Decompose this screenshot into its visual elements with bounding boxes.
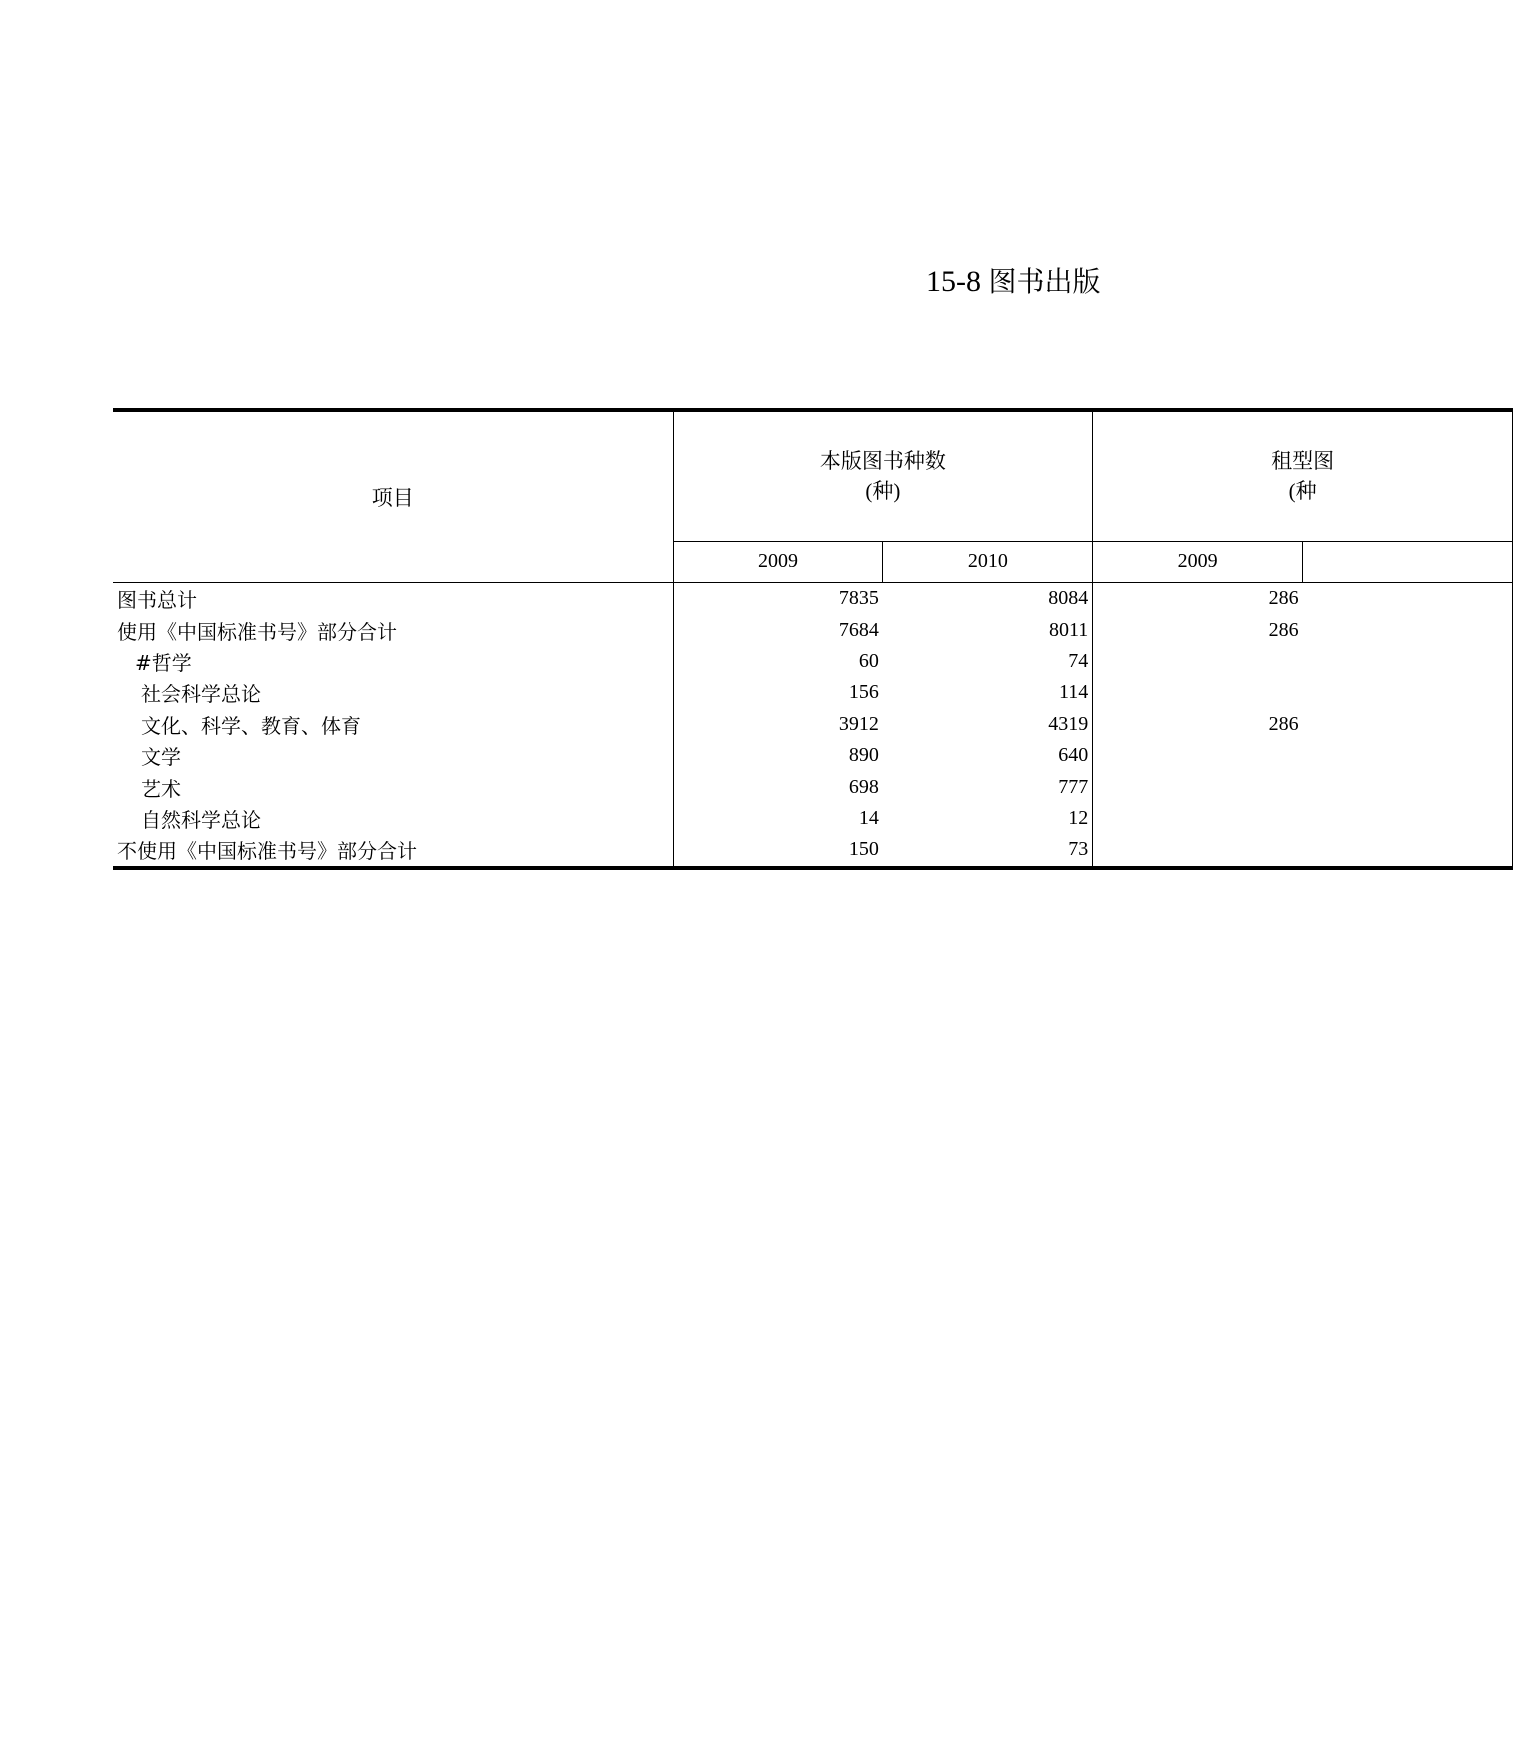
cell-value <box>1093 646 1303 677</box>
cell-value: 286 <box>1268 587 1299 610</box>
cell-value: 74 <box>883 646 1093 677</box>
header-row-groups <box>113 410 1513 541</box>
cell-value <box>1303 803 1513 834</box>
cell-value <box>1303 740 1513 771</box>
cell-value: 150 <box>673 834 883 867</box>
cell-value: 8084 <box>883 583 1093 615</box>
cell-value: 777 <box>883 771 1093 802</box>
year-header: 2009 <box>1093 541 1303 582</box>
cell-value: 8011 <box>883 614 1093 645</box>
row-label: 图书总计 <box>113 583 673 615</box>
year-header <box>1303 541 1513 582</box>
table-row <box>113 614 1513 645</box>
table-row <box>113 834 1513 867</box>
group-header-unit: (种 <box>1288 479 1317 504</box>
table-row <box>113 709 1513 740</box>
cell-value <box>1093 740 1303 771</box>
group-header-unit: (种) <box>865 479 901 504</box>
cell-value: 890 <box>848 744 879 767</box>
row-label: 艺术 <box>113 771 673 802</box>
table-row <box>113 583 1513 615</box>
row-label: 文学 <box>113 740 673 771</box>
table-row <box>113 740 1513 771</box>
table-title-text: 图书出版 <box>988 265 1101 298</box>
cell-value: 4319 <box>883 709 1093 740</box>
statistics-table <box>113 408 1513 870</box>
cell-value <box>1303 834 1513 867</box>
cell-value <box>1303 614 1513 645</box>
cell-value <box>1303 646 1513 677</box>
cell-value: 7835 <box>838 587 879 610</box>
cell-value <box>1303 709 1513 740</box>
cell-value: 640 <box>883 740 1093 771</box>
row-label: 自然科学总论 <box>113 803 673 834</box>
cell-value <box>1303 771 1513 802</box>
cell-value: 286 <box>1268 618 1299 641</box>
cell-value: 14 <box>858 806 879 829</box>
cell-value: 156 <box>848 681 879 704</box>
group-header-original-editions <box>673 410 1093 541</box>
table-row <box>113 677 1513 708</box>
row-label: 文化、科学、教育、体育 <box>113 709 673 740</box>
item-column-header: 项目 <box>113 410 673 583</box>
group-header-label: 本版图书种数 <box>819 449 946 474</box>
row-label: #哲学 <box>113 646 673 677</box>
cell-value <box>1093 803 1303 834</box>
year-header: 2010 <box>883 541 1093 582</box>
table-row <box>113 803 1513 834</box>
table-row <box>113 771 1513 802</box>
cell-value: 7684 <box>838 618 879 641</box>
group-header-label: 租型图 <box>1271 449 1335 474</box>
cell-value: 114 <box>883 677 1093 708</box>
table-row <box>113 646 1513 677</box>
row-label: 使用《中国标准书号》部分合计 <box>113 614 673 645</box>
table-viewport <box>113 408 1335 873</box>
cell-value: 698 <box>848 775 879 798</box>
row-label: 社会科学总论 <box>113 677 673 708</box>
cell-value <box>1303 583 1513 615</box>
cell-value <box>1093 677 1303 708</box>
cell-value <box>1093 834 1303 867</box>
cell-value <box>1303 677 1513 708</box>
group-header-rental-editions <box>1093 410 1513 541</box>
cell-value <box>1093 771 1303 802</box>
year-header: 2009 <box>673 541 883 582</box>
row-label: 不使用《中国标准书号》部分合计 <box>113 834 673 867</box>
cell-value: 73 <box>883 834 1093 867</box>
cell-value: 286 <box>1268 712 1299 735</box>
cell-value: 3912 <box>838 712 879 735</box>
cell-value: 60 <box>858 649 879 672</box>
table-title <box>926 262 1101 302</box>
table-number: 15-8 <box>926 265 981 298</box>
cell-value: 12 <box>883 803 1093 834</box>
